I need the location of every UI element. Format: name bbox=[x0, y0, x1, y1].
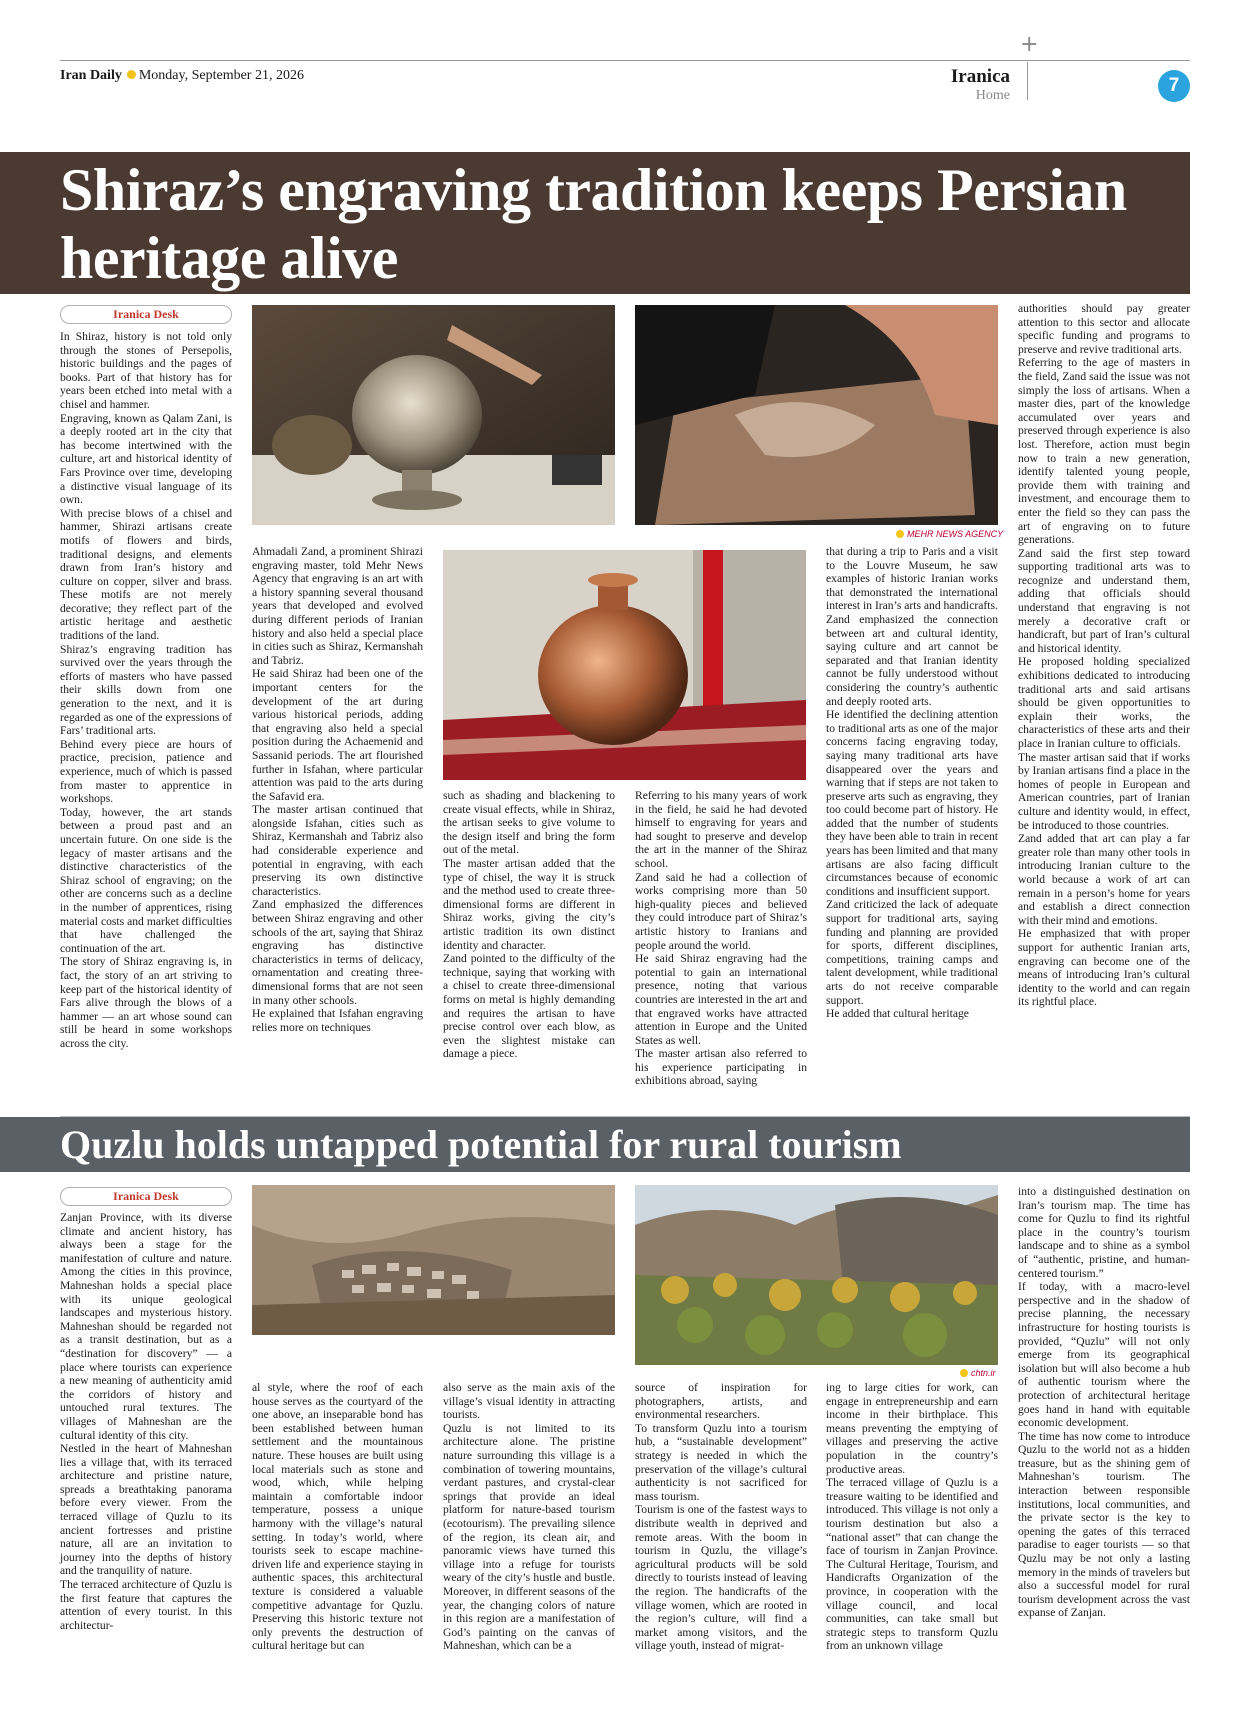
page-number: 7 bbox=[1158, 70, 1190, 102]
paragraph: To transform Quzlu into a tourism hub, a “sustainable development” strategy is needed in which the preservation of the village’s cultural authenticity is not sacrificed for mass tourism. bbox=[635, 1421, 807, 1503]
paragraph: Ahmadali Zand, a prominent Shirazi engraving master, told Mehr News Agency that engraving is an art with a history spanning several thousand years that developed and evolved during different periods of Iranian history and also held a special place in cities such as Shiraz, Kermanshah and Tabriz. bbox=[252, 545, 423, 667]
paragraph: Zand pointed to the difficulty of the technique, saying that working with a chisel to create three-dimensional forms on metal is highly demanding and requires the artisan to have precise control over each blow, as even the slightest mistake can damage a piece. bbox=[443, 952, 615, 1061]
paragraph: The terraced architecture of Quzlu is the first feature that captures the attention of every tourist. In this architectur- bbox=[60, 1578, 232, 1632]
article1-column-2 bbox=[252, 545, 423, 1034]
section-title: Iranica bbox=[950, 66, 1010, 87]
article1-column-1 bbox=[60, 330, 232, 1050]
article2-column-3 bbox=[443, 1381, 615, 1653]
top-rule bbox=[60, 60, 1190, 61]
paragraph: Behind every piece are hours of practice, precision, patience and experience, much of which is passed from master to apprentice in workshops. bbox=[60, 737, 232, 806]
paragraph: The master artisan continued that alongside Isfahan, cities such as Shiraz, Kermanshah and Tabriz also had considerable experience and potential in engraving, with each preserving its own distinctive characteristics. bbox=[252, 803, 423, 898]
paragraph: Referring to the age of masters in the field, Zand said the issue was not simply the loss of artisans. When a master dies, part of the knowledge accumulated over years and preserved through experience is also lost. Therefore, action must begin now to train a new generation, identify talented young people, provide them with training and investment, and encourage them to enter the field so they can pass the art of engraving on to future generations. bbox=[1018, 356, 1190, 547]
paragraph: The master artisan said that if works by Iranian artisans find a place in the homes of people in European and American countries, part of Iranian culture and identity would, in effect, be introduced to those countries. bbox=[1018, 750, 1190, 832]
credit-text: MEHR NEWS AGENCY bbox=[907, 529, 1004, 539]
paragraph: The master artisan added that the type of chisel, the way it is struck and the method used to create three-dimensional forms are different in Shiraz works, giving the city’s artistic tradition its own distinct identity and character. bbox=[443, 856, 615, 952]
paragraph: Zanjan Province, with its diverse climate and ancient history, has always been a stage for the manifestation of culture and nature. Among the cities in this province, Mahneshan holds a special place with its unique geological landscapes and mysterious history. Mahneshan should be regarded not as a transit destination, but as a “destination for discovery” — a place where tourists can experience a new meaning of authenticity amid the corridors of history and untouched rural textures. The villages of Mahneshan are the cultural identity of this city. bbox=[60, 1211, 232, 1442]
paper-name: Iran Daily bbox=[60, 68, 122, 83]
photo-credit-2 bbox=[960, 1368, 996, 1378]
headline-band-2 bbox=[0, 1117, 1190, 1172]
article1-desk-label: Iranica Desk bbox=[60, 305, 232, 324]
masthead-divider bbox=[1027, 62, 1028, 100]
paragraph: Zand emphasized the differences between Shiraz engraving and other schools of the art, saying that Shiraz engraving has distinctive characteristics in terms of delicacy, ornamentation and creating three-dimensional forms that are not seen in many other schools. bbox=[252, 898, 423, 1007]
paragraph: He said Shiraz had been one of the important centers for the development of the art during various historical periods, adding that engraving also held a special position during the Achaemenid and Sassanid periods. The art flourished further in Isfahan, where particular attention was paid to the arts during the Safavid era. bbox=[252, 667, 423, 803]
engraved-cup-photo bbox=[252, 305, 615, 525]
terraced-village-photo bbox=[252, 1185, 615, 1335]
paragraph: Today, however, the art stands between a proud past and an uncertain future. On one side is the legacy of master artisans and the distinctive characteristics of the Shiraz school of engraving; on the other are concerns such as a decline in the number of apprentices, rising material costs and market difficulties that have challenged the continuation of the art. bbox=[60, 805, 232, 955]
paragraph: Zand criticized the lack of adequate support for traditional arts, saying funding and planning are provided for sports, different disciplines, competitions, training camps and talent development, while traditional arts do not receive comparable support. bbox=[826, 898, 998, 1007]
paragraph: Zand added that art can play a far greater role than many other tools in introducing Iranian culture to the world because a work of art can remain in a person’s home for years and establish a direct connection with their mind and emotions. bbox=[1018, 832, 1190, 927]
paragraph: With precise blows of a chisel and hammer, Shirazi artisans create motifs of flowers and birds, traditional designs, and elements drawn from Iran’s history and culture on copper, silver and brass. These motifs are not merely decorative; they reflect part of the artistic heritage and aesthetic traditions of the land. bbox=[60, 506, 232, 643]
article2-column-2 bbox=[252, 1381, 423, 1653]
paragraph: Nestled in the heart of Mahneshan lies a village that, with its terraced architecture and pristine nature, spreads a breathtaking panorama before every viewer. From the terraced village of Quzlu to its ancient fortresses and pristine nature, all are an invitation to journey into the depths of history and the tranquility of nature. bbox=[60, 1442, 232, 1578]
paragraph: He said Shiraz engraving had the potential to gain an international presence, noting that various countries are interested in the art and that engraved works have attracted attention in Europe and the United States as well. bbox=[635, 952, 807, 1047]
article2-column-4 bbox=[635, 1381, 807, 1653]
paragraph: He proposed holding specialized exhibitions dedicated to introducing traditional arts and said artisans should be given opportunities to explain their works, the characteristics of these arts and their place in Iranian culture to officials. bbox=[1018, 655, 1190, 750]
paragraph: The terraced village of Quzlu is a treasure waiting to be identified and introduced. This village is not only a tourism destination but also a “national asset” that can change the face of tourism in Zanjan Province. The Cultural Heritage, Tourism, and Handicrafts Organization of the province, in cooperation with the village council, and local communities, can take small but strategic steps to transform Quzlu from an unknown village bbox=[826, 1476, 998, 1653]
separator-dot bbox=[127, 70, 136, 79]
article2-desk-label: Iranica Desk bbox=[60, 1187, 232, 1206]
paragraph: that during a trip to Paris and a visit to the Louvre Museum, he saw examples of historic Iranian works that demonstrated the international interest in Iran’s arts and handicrafts. bbox=[826, 545, 998, 613]
paragraph: He added that cultural heritage bbox=[826, 1007, 969, 1021]
paragraph: al style, where the roof of each house serves as the courtyard of the one above, an inseparable bond has been established between human settlement and the mountainous nature. These houses are built using local materials such as stone and wood, which, while helping maintain a comfortable indoor temperature, possess a unique harmony with the village’s natural setting. In today’s world, where tourists seek to escape machine-driven life and experience staying in authentic spaces, this architectural texture is considered a valuable competitive advantage for Quzlu. Preserving this historic texture not only prevents the destruction of cultural heritage but can bbox=[252, 1381, 423, 1653]
autumn-valley-photo bbox=[635, 1185, 998, 1365]
paragraph: Referring to his many years of work in the field, he said he had devoted himself to engraving for years and had sought to preserve and develop the art in the manner of the Shiraz school. bbox=[635, 789, 807, 870]
paragraph: into a distinguished destination on Iran’s tourism map. The time has come for Quzlu to find its rightful place in the country’s tourism landscape and to shine as a symbol of “authentic, pristine, and human-centered tourism.” bbox=[1018, 1185, 1190, 1280]
paragraph: authorities should pay greater attention to this sector and allocate specific funding and programs to preserve and revive traditional arts. bbox=[1018, 302, 1190, 356]
credit-text: chtn.ir bbox=[971, 1368, 996, 1378]
crop-mark: + bbox=[1020, 32, 1039, 57]
article2-column-1 bbox=[60, 1211, 232, 1632]
paragraph: ing to large cities for work, can engage in entrepreneurship and earn income in their birthplace. This means preventing the emptying of villages and preserving the active population in the country’s productive areas. bbox=[826, 1381, 998, 1476]
paragraph: The master artisan also referred to his experience participating in exhibitions abroad, saying bbox=[635, 1047, 807, 1088]
paragraph: such as shading and blackening to create visual effects, while in Shiraz, the artisan seeks to give volume to the design itself and bring the form out of the metal. bbox=[443, 789, 615, 857]
engraving-hands-photo bbox=[635, 305, 998, 525]
article1-headline: Shiraz’s engraving tradition keeps Persian heritage alive bbox=[60, 157, 1127, 291]
paragraph: Quzlu is not limited to its architecture alone. The pristine nature surrounding this village is a combination of towering mountains, verdant pastures, and crystal-clear springs that provide an ideal platform for nature-based tourism (ecotourism). The prevailing silence of the region, its clean air, and panoramic views have turned this village into a refuge for tourists weary of the city’s hustle and bustle. Moreover, in different seasons of the year, the changing colors of nature in this region are a manifestation of God’s painting on the canvas of Mahneshan, which can be a bbox=[443, 1421, 615, 1653]
paragraph: If today, with a macro-level perspective and in the shadow of precise planning, the necessary infrastructure for hosting tourists is provided, “Quzlu” will not only emerge from its geographical isolation but will also become a hub of authentic tourism where the protection of architectural heritage goes hand in hand with equitable economic development. bbox=[1018, 1280, 1190, 1430]
paragraph: Engraving, known as Qalam Zani, is a deeply rooted art in the city that has become intertwined with the culture, art and historical identity of Fars Province over time, developing a distinctive visual language of its own. bbox=[60, 411, 232, 507]
paragraph: He identified the declining attention to traditional arts as one of the major concerns facing engraving today, saying many traditional arts have disappeared over the years and warning that if steps are not taken to preserve arts such as engraving, they too could become part of history. He added that the number of students they have been able to train in recent years has been limited and that many artisans are also facing difficult circumstances because of economic conditions and insufficient support. bbox=[826, 708, 998, 898]
article1-column-5 bbox=[826, 545, 998, 1021]
article2-column-6 bbox=[1018, 1185, 1190, 1620]
masthead-left bbox=[60, 68, 304, 84]
issue-date: Monday, September 21, 2026 bbox=[138, 68, 304, 83]
paragraph: The time has now come to introduce Quzlu to the world not as a hidden treasure, but as the shining gem of Mahneshan’s tourism. The interaction between responsible institutions, local communities, and the private sector is the key to opening the gates of this terraced paradise to eager tourists — so that Quzlu may be not only a lasting memory in the minds of travelers but also a successful model for rural tourism development across the vast expanse of Zanjan. bbox=[1018, 1429, 1190, 1620]
paragraph: The story of Shiraz engraving is, in fact, the story of an art striving to keep part of the historical identity of Fars alive through the blows of a hammer — an art whose sound can still be heard in some workshops across the city. bbox=[60, 955, 232, 1050]
paragraph: Zand emphasized the connection between art and cultural identity, saying culture and art cannot be separated and that Iranian identity cannot be fully understood without considering the country’s authentic and deeply rooted arts. bbox=[826, 612, 998, 708]
copper-vase-photo bbox=[443, 550, 806, 780]
headline-band bbox=[0, 152, 1190, 294]
article2-column-5 bbox=[826, 1381, 998, 1653]
credit-dot bbox=[960, 1369, 968, 1377]
paragraph: also serve as the main axis of the village’s visual identity in attracting tourists. bbox=[443, 1381, 615, 1422]
subsection-title: Home bbox=[975, 88, 1010, 103]
article2-headline: Quzlu holds untapped potential for rural tourism bbox=[60, 1122, 902, 1167]
paragraph: Zand said he had a collection of works comprising more than 50 high-quality pieces and believed they could introduce part of Shiraz’s artistic history to Iranians and people around the world. bbox=[635, 870, 807, 952]
paragraph: source of inspiration for photographers, artists, and environmental researchers. bbox=[635, 1381, 807, 1422]
paragraph: Zand said the first step toward supporting traditional arts was to recognize and understand them, adding that officials should understand that engraving is not merely a decorative craft or handicraft, but part of Iran’s cultural and historical identity. bbox=[1018, 546, 1190, 655]
paragraph: Shiraz’s engraving tradition has survived over the years through the efforts of masters who have passed their skills down from one generation to the next, and it is regarded as one of the expressions of Fars’ traditional arts. bbox=[60, 642, 232, 738]
paragraph: He emphasized that with proper support for authentic Iranian arts, engraving can become one of the means of introducing Iran’s cultural identity to the world and can regain its rightful place. bbox=[1018, 927, 1190, 1009]
paragraph: In Shiraz, history is not told only through the stones of Persepolis, historic buildings and the pages of books. Part of that history has for years been etched into metal with a chisel and hammer. bbox=[60, 330, 232, 411]
photo-credit bbox=[896, 529, 1003, 539]
article1-column-6 bbox=[1018, 302, 1190, 1009]
article1-column-3 bbox=[443, 789, 615, 1061]
article1-column-4 bbox=[635, 789, 807, 1088]
paragraph: Tourism is one of the fastest ways to distribute wealth in deprived and remote areas. With the boom in tourism in Quzlu, the village’s agricultural products will be sold directly to tourists instead of leaving the region. The handicrafts of the village women, which are rooted in the region’s culture, will find a market among visitors, and the village youth, instead of migrat- bbox=[635, 1503, 807, 1653]
credit-dot bbox=[896, 530, 904, 538]
paragraph: He explained that Isfahan engraving relies more on techniques bbox=[252, 1007, 423, 1034]
